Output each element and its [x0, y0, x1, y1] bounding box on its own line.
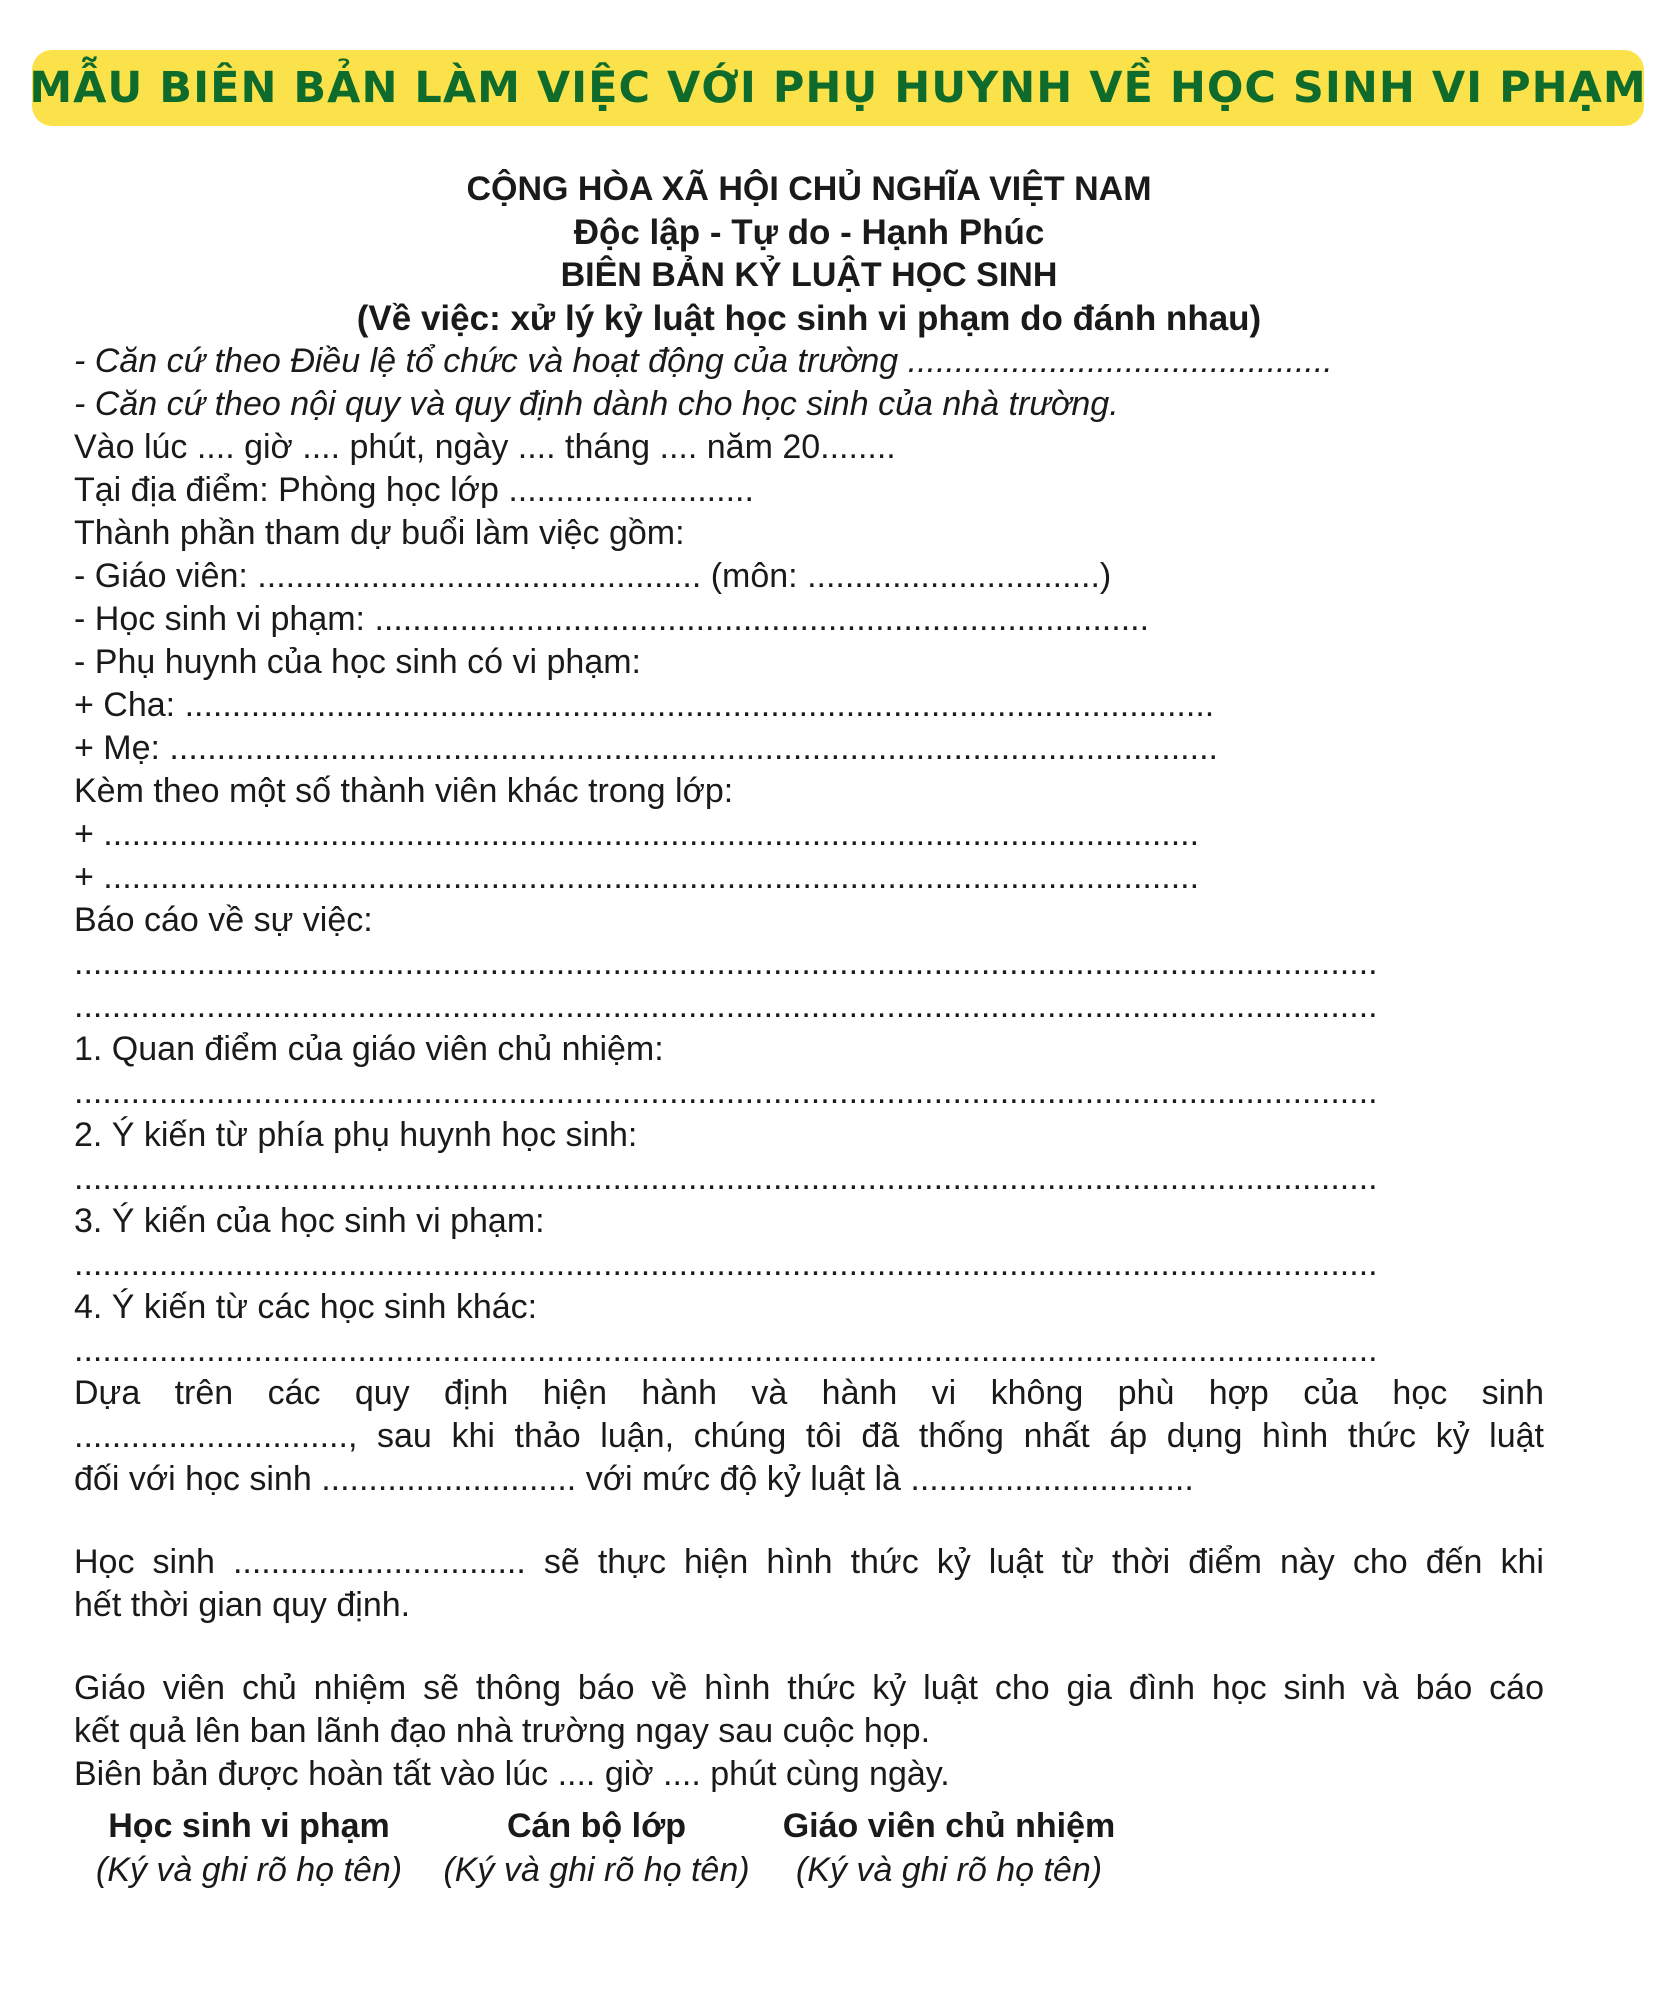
- other-members-label: Kèm theo một số thành viên khác trong lớp:: [74, 772, 734, 810]
- signature-title: Học sinh vi phạm: [108, 1807, 390, 1845]
- other-member-1: + ....................................................................................................................: [74, 815, 1200, 853]
- question-4-dots: ..........................................................................................................................................: [74, 1331, 1378, 1369]
- signature-note: (Ký và ghi rõ họ tên): [95, 1851, 403, 1889]
- report-dots-2: ..........................................................................................................................................: [74, 987, 1378, 1025]
- parents-label: - Phụ huynh của học sinh có vi phạm:: [74, 643, 641, 681]
- signature-row: [74, 1804, 1544, 1892]
- mother-field: + Mẹ: ...............................................................................................................: [74, 729, 1218, 767]
- signature-class-officer: [424, 1804, 769, 1892]
- motto: Độc lập - Tự do - Hạnh Phúc: [573, 213, 1045, 252]
- question-2-dots: ..........................................................................................................................................: [74, 1159, 1378, 1197]
- question-4: 4. Ý kiến từ các học sinh khác:: [74, 1288, 538, 1326]
- report-label: Báo cáo về sự việc:: [74, 901, 373, 939]
- student-field: - Học sinh vi phạm: ..................................................................................: [74, 600, 1150, 638]
- spacer: [74, 1627, 1544, 1667]
- document-body: [74, 168, 1544, 1892]
- notice-line-1: Giáo viên chủ nhiệm sẽ thông báo về hình thức kỷ luật cho gia đình học sinh và báo cáo: [74, 1669, 1544, 1707]
- signature-note: (Ký và ghi rõ họ tên): [443, 1851, 750, 1889]
- basis-line-2: - Căn cứ theo nội quy và quy định dành cho học sinh của nhà trường.: [74, 385, 1119, 423]
- signature-title: Giáo viên chủ nhiệm: [782, 1807, 1116, 1845]
- teacher-field: - Giáo viên: ............................................... (môn: ...............................): [74, 557, 1112, 595]
- meeting-place: Tại địa điểm: Phòng học lớp ..........................: [74, 471, 754, 509]
- question-2: 2. Ý kiến từ phía phụ huynh học sinh:: [74, 1116, 638, 1154]
- document-subject: (Về việc: xử lý kỷ luật học sinh vi phạm do đánh nhau): [356, 299, 1262, 338]
- father-field: + Cha: .............................................................................................................: [74, 686, 1215, 724]
- banner-title: MẪU BIÊN BẢN LÀM VIỆC VỚI PHỤ HUYNH VỀ HỌC SINH VI PHẠM: [29, 63, 1647, 113]
- signature-student: [74, 1804, 424, 1892]
- nation-header: CỘNG HÒA XÃ HỘI CHỦ NGHĨA VIỆT NAM: [466, 170, 1152, 208]
- execution-line-2: hết thời gian quy định.: [74, 1586, 411, 1624]
- question-3: 3. Ý kiến của học sinh vi phạm:: [74, 1202, 545, 1240]
- notice-line-2: kết quả lên ban lãnh đạo nhà trường ngay sau cuộc họp.: [74, 1712, 931, 1750]
- meeting-time: Vào lúc .... giờ .... phút, ngày .... tháng .... năm 20........: [74, 428, 896, 466]
- signature-title: Cán bộ lớp: [506, 1807, 687, 1845]
- signature-note: (Ký và ghi rõ họ tên): [795, 1851, 1103, 1889]
- signature-homeroom-teacher: [769, 1804, 1129, 1892]
- title-banner: [29, 50, 1647, 126]
- question-3-dots: ..........................................................................................................................................: [74, 1245, 1378, 1283]
- spacer: [74, 1501, 1544, 1541]
- attendees-label: Thành phần tham dự buổi làm việc gồm:: [74, 514, 685, 552]
- basis-line-1: - Căn cứ theo Điều lệ tổ chức và hoạt động của trường .............................................: [74, 342, 1333, 380]
- decision-line-1: Dựa trên các quy định hiện hành và hành vi không phù hợp của học sinh: [74, 1374, 1544, 1412]
- other-member-2: + ....................................................................................................................: [74, 858, 1200, 896]
- question-1: 1. Quan điểm của giáo viên chủ nhiệm:: [74, 1030, 664, 1068]
- question-1-dots: ..........................................................................................................................................: [74, 1073, 1378, 1111]
- notice-line-3: Biên bản được hoàn tất vào lúc .... giờ .... phút cùng ngày.: [74, 1755, 950, 1793]
- decision-line-2: ............................., sau khi thảo luận, chúng tôi đã thống nhất áp dụng hình thức kỷ luật: [74, 1417, 1544, 1455]
- decision-line-3: đối với học sinh ........................... với mức độ kỷ luật là ..............................: [74, 1460, 1194, 1498]
- document-title: BIÊN BẢN KỶ LUẬT HỌC SINH: [560, 256, 1058, 294]
- execution-line-1: Học sinh ............................... sẽ thực hiện hình thức kỷ luật từ thời điểm này cho đến khi: [74, 1543, 1544, 1581]
- report-dots-1: ..........................................................................................................................................: [74, 944, 1378, 982]
